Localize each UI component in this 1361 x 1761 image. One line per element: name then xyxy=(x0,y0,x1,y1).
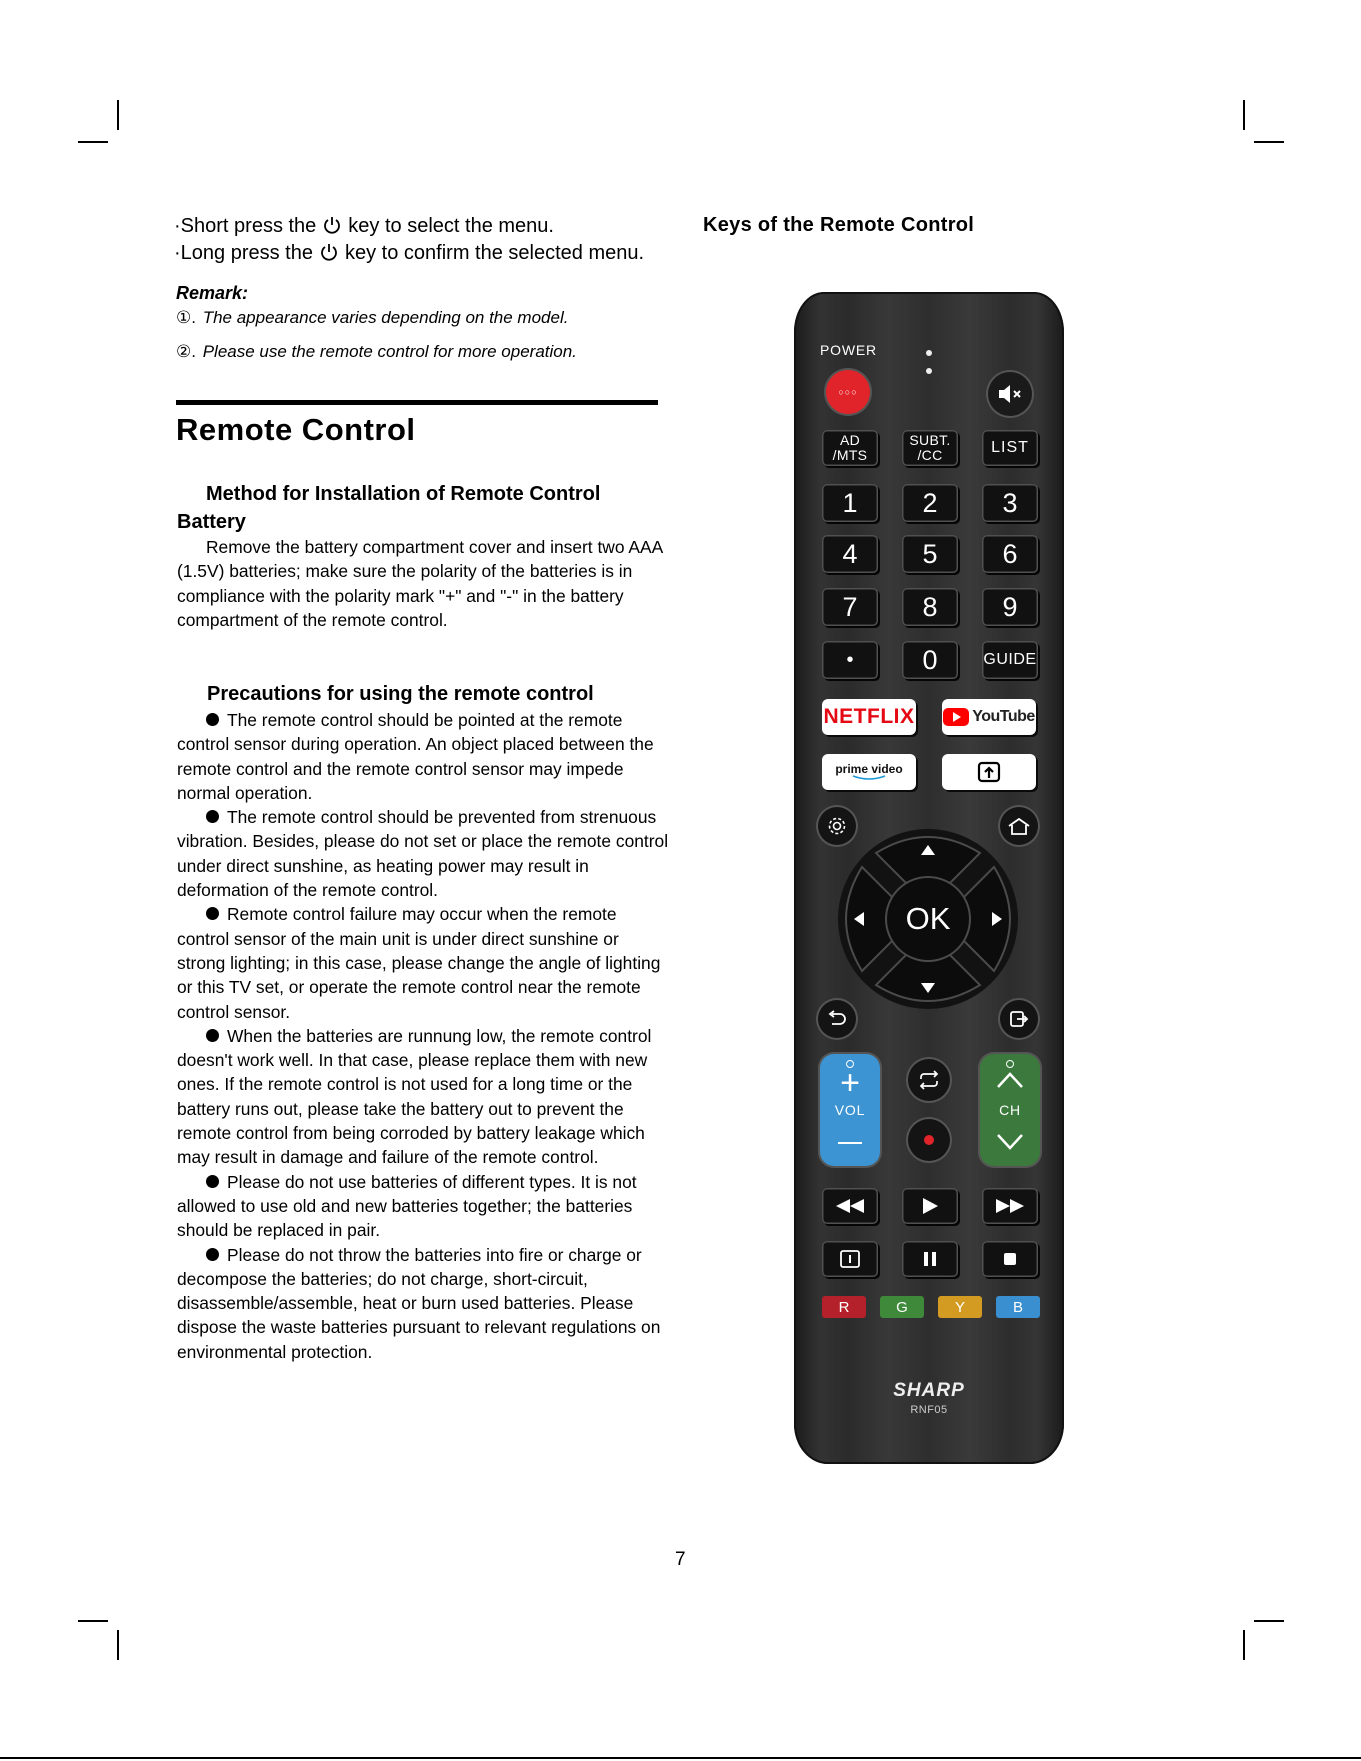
exit-button[interactable] xyxy=(1000,1000,1038,1038)
mute-button[interactable] xyxy=(988,372,1032,416)
precaution-item: Please do not throw the batteries into fire or charge or decompose the batteries; do not charge, short-circuit, disassemble/assemble, heat or burn used batteries. Please dispose the waste batteries pursuant to relevant regulations on environmental protection. xyxy=(177,1244,661,1362)
model-number: RNF05 xyxy=(910,1404,948,1416)
precautions-heading: Precautions for using the remote control xyxy=(207,683,594,705)
brand-logo: SHARP xyxy=(893,1380,965,1401)
rewind-icon xyxy=(836,1199,864,1213)
number-0-button[interactable]: 0 xyxy=(902,641,958,679)
record-button[interactable] xyxy=(908,1119,950,1161)
channel-label: CH xyxy=(999,1102,1021,1118)
volume-down-icon[interactable] xyxy=(838,1142,862,1144)
intro-line-1: ·Short press the key to select the menu. xyxy=(174,215,554,237)
crop-mark xyxy=(78,1620,108,1622)
rewind-button[interactable] xyxy=(822,1188,878,1224)
section-rule xyxy=(176,400,658,405)
ok-button[interactable]: OK xyxy=(905,901,951,936)
precaution-item: Please do not use batteries of different types. It is not allowed to use old and new batteries together; the batteries should be replaced in pair. xyxy=(177,1171,637,1241)
repeat-icon xyxy=(917,1070,941,1090)
red-button[interactable]: R xyxy=(822,1296,866,1318)
green-button[interactable]: G xyxy=(880,1296,924,1318)
youtube-play-icon xyxy=(943,708,969,726)
remark-item: ①. The appearance varies depending on the model. xyxy=(176,308,569,327)
crop-mark xyxy=(78,141,108,143)
power-icon xyxy=(319,242,339,262)
back-button[interactable] xyxy=(818,1000,856,1038)
number-4-button[interactable]: 4 xyxy=(822,535,878,573)
netflix-logo: NETFLIX xyxy=(823,705,915,728)
page-number: 7 xyxy=(675,1549,686,1570)
power-button[interactable]: ○○○ xyxy=(826,370,870,414)
remote-control xyxy=(794,292,1064,1464)
ir-indicator xyxy=(926,368,932,374)
install-heading: Method for Installation of Remote Control Battery xyxy=(177,483,601,533)
channel-rocker[interactable] xyxy=(980,1054,1040,1166)
youtube-logo: YouTube xyxy=(972,708,1035,725)
ad-mts-button[interactable]: AD /MTS xyxy=(822,430,878,466)
fast-forward-icon xyxy=(996,1199,1024,1213)
crop-mark xyxy=(1243,100,1245,130)
blue-button[interactable]: B xyxy=(996,1296,1040,1318)
keys-heading: Keys of the Remote Control xyxy=(703,214,975,236)
number-7-button[interactable]: 7 xyxy=(822,588,878,626)
ir-indicator xyxy=(926,350,932,356)
info-icon xyxy=(839,1249,861,1269)
section-title: Remote Control xyxy=(176,412,416,447)
crop-mark xyxy=(1254,141,1284,143)
precaution-item: Remote control failure may occur when the remote control sensor of the main unit is under direct sunshine or strong lighting; in this case, please change the angle of lighting or this TV set, or operate the remote control near the remote control sensor. xyxy=(177,904,661,1022)
app-shortcut-button[interactable] xyxy=(942,754,1036,790)
yellow-button[interactable]: Y xyxy=(938,1296,982,1318)
netflix-button[interactable] xyxy=(822,699,916,735)
precaution-item: When the batteries are runnung low, the remote control doesn't work well. In that case, please replace them with new ones. If the remote control is not used for a long time or the battery runs out, please take the battery out to prevent the remote control from being corroded by battery leakage which may result in damage and failure of the remote control. xyxy=(177,1025,652,1168)
stop-button[interactable] xyxy=(982,1241,1038,1277)
dot-button[interactable]: • xyxy=(822,641,878,679)
subt-cc-button[interactable]: SUBT. /CC xyxy=(902,430,958,466)
power-icon xyxy=(322,215,342,235)
number-5-button[interactable]: 5 xyxy=(902,535,958,573)
power-label: POWER xyxy=(820,342,877,358)
volume-label: VOL xyxy=(834,1102,866,1118)
mute-icon xyxy=(997,383,1023,405)
play-button[interactable] xyxy=(902,1188,958,1224)
remark-heading: Remark: xyxy=(176,283,249,303)
number-9-button[interactable]: 9 xyxy=(982,588,1038,626)
stop-icon xyxy=(1003,1252,1017,1266)
info-button[interactable] xyxy=(822,1241,878,1277)
play-icon xyxy=(921,1197,939,1215)
crop-mark xyxy=(117,1630,119,1660)
prime-video-button[interactable] xyxy=(822,754,916,790)
intro-line-2: ·Long press the key to confirm the selected menu. xyxy=(174,242,645,264)
bottom-border xyxy=(0,1757,1361,1759)
prime-video-logo: prime video xyxy=(835,762,903,776)
pause-button[interactable] xyxy=(902,1241,958,1277)
record-icon xyxy=(924,1135,934,1145)
list-button[interactable]: LIST xyxy=(982,430,1038,466)
remark-item: ②. Please use the remote control for more operation. xyxy=(176,342,577,361)
number-2-button[interactable]: 2 xyxy=(902,484,958,522)
volume-up-icon[interactable]: + xyxy=(840,1064,860,1102)
youtube-button[interactable] xyxy=(942,699,1036,735)
repeat-button[interactable] xyxy=(908,1059,950,1101)
channel-up-icon[interactable] xyxy=(996,1070,1024,1090)
pause-icon xyxy=(922,1251,938,1267)
crop-mark xyxy=(1243,1630,1245,1660)
exit-icon xyxy=(1008,1009,1030,1029)
back-icon xyxy=(826,1009,848,1029)
number-1-button[interactable]: 1 xyxy=(822,484,878,522)
install-text: Remove the battery compartment cover and insert two AAA (1.5V) batteries; make sure the polarity of the batteries is in compliance with the polarity mark "+" and "-" in the battery compartment of the remote control. xyxy=(177,537,663,630)
volume-rocker[interactable] xyxy=(820,1054,880,1166)
channel-down-icon[interactable] xyxy=(996,1132,1024,1152)
precaution-item: The remote control should be prevented from strenuous vibration. Besides, please do not set or place the remote control under direct sunshine, as heating power may result in deformation of the remote control. xyxy=(177,807,669,901)
precaution-item: The remote control should be pointed at the remote control sensor during operation. An object placed between the remote control and the remote control sensor may impede normal operation. xyxy=(177,710,654,803)
number-8-button[interactable]: 8 xyxy=(902,588,958,626)
guide-button[interactable]: GUIDE xyxy=(982,641,1038,679)
fast-forward-button[interactable] xyxy=(982,1188,1038,1224)
precautions-list xyxy=(177,708,671,1364)
number-3-button[interactable]: 3 xyxy=(982,484,1038,522)
crop-mark xyxy=(1254,1620,1284,1622)
number-6-button[interactable]: 6 xyxy=(982,535,1038,573)
crop-mark xyxy=(117,100,119,130)
app-shortcut-icon xyxy=(976,760,1002,784)
